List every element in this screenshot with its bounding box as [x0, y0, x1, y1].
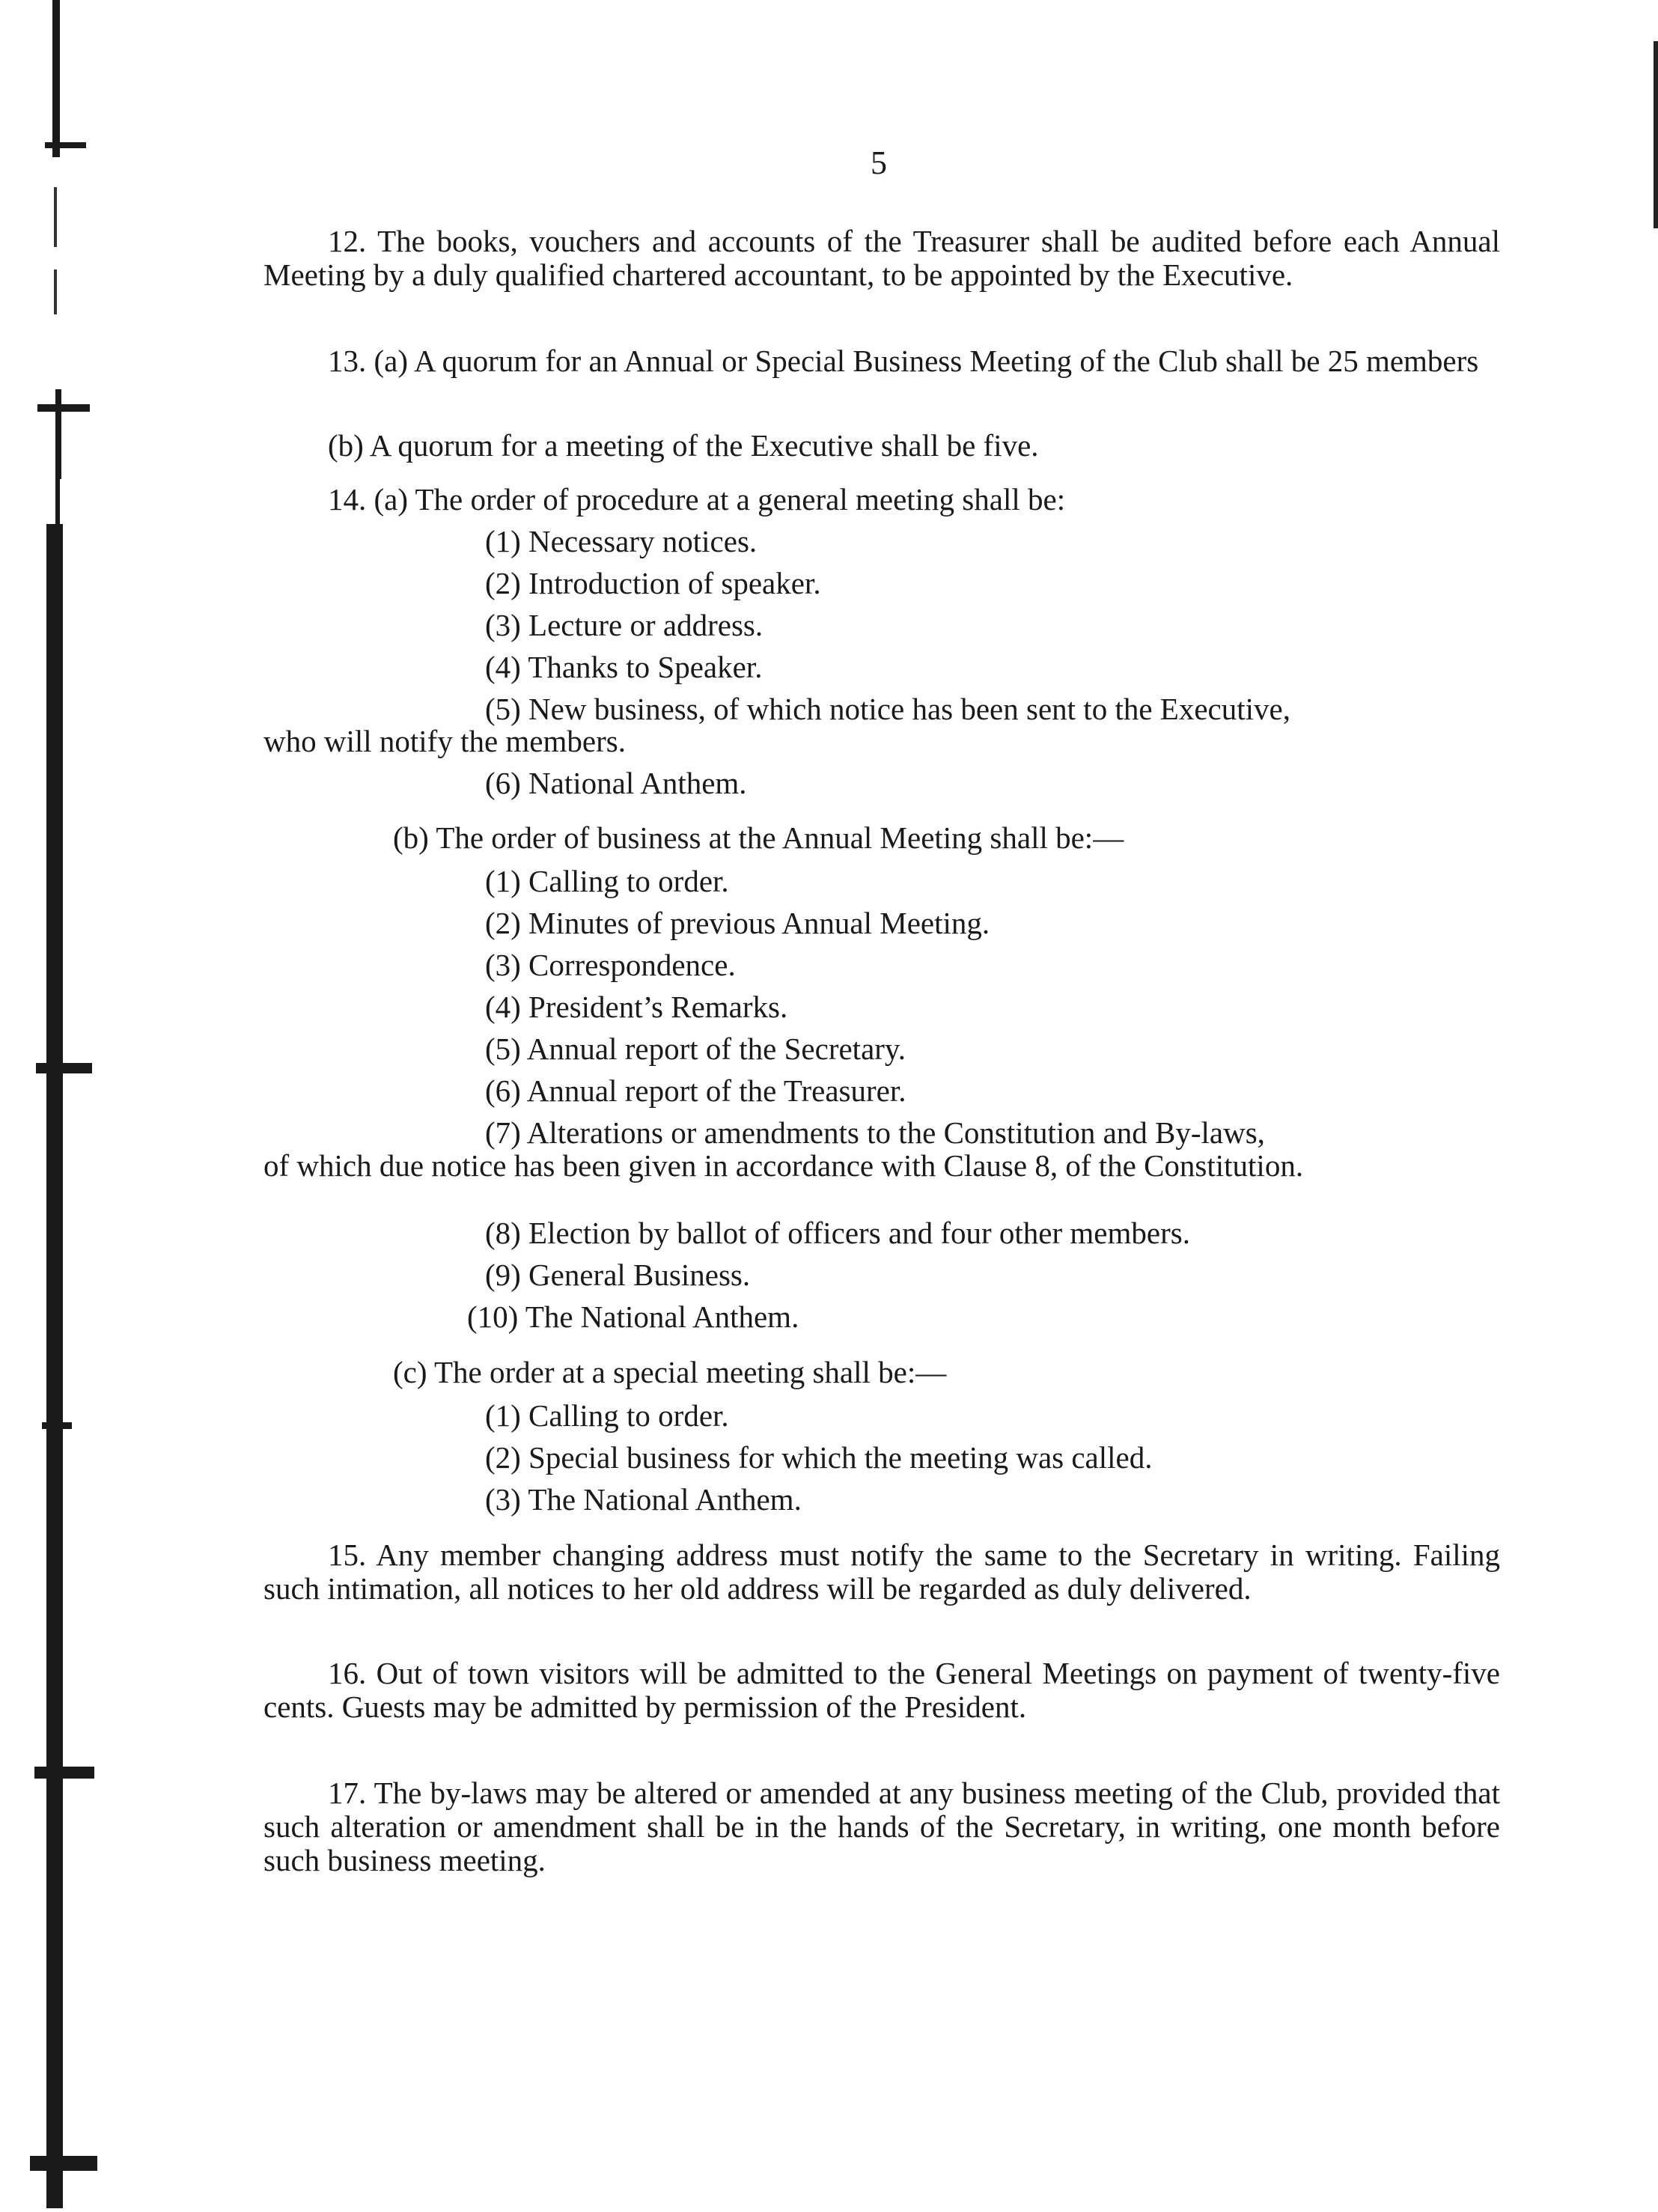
clause-14b-item7-continuation: of which due notice has been given in accordance with Clause 8, of the Constitution. [263, 1148, 1304, 1183]
clause-14a-item: (2) Introduction of speaker. [485, 566, 821, 600]
clause-15 [263, 1538, 1500, 1606]
clause-14b-item: (4) President’s Remarks. [485, 990, 788, 1024]
clause-12-text: 12. The books, vouchers and accounts of the Treasurer shall be audited before each Annual Meeting by a duly qualified chartered accountant, to be appointed by the Executive. [263, 224, 1500, 293]
clause-14c-item: (2) Special business for which the meeting was called. [485, 1440, 1153, 1475]
clause-14a-item5-continuation: who will notify the members. [263, 724, 626, 758]
clause-14b-item: (5) Annual report of the Secretary. [485, 1032, 906, 1066]
clause-15-text: 15. Any member changing address must notify the same to the Secretary in writing. Failing such intimation, all notices to her old address will be regarded as duly delivered. [263, 1538, 1500, 1606]
clause-17 [263, 1776, 1500, 1877]
page-right-edge [1654, 41, 1658, 228]
clause-12 [263, 225, 1500, 292]
clause-14b-item: (8) Election by ballot of officers and four other members. [485, 1216, 1190, 1250]
clause-14b-item: (2) Minutes of previous Annual Meeting. [485, 906, 990, 940]
clause-13b: (b) A quorum for a meeting of the Executive shall be five. [328, 428, 1039, 463]
clause-14b-item: (10) The National Anthem. [467, 1300, 799, 1334]
clause-14a-item: (5) New business, of which notice has been sent to the Executive, [485, 692, 1290, 726]
clause-16-text: 16. Out of town visitors will be admitted to the General Meetings on payment of twenty-five cents. Guests may be admitted by permission of the President. [263, 1656, 1500, 1725]
clause-14b-item: (9) General Business. [485, 1258, 751, 1292]
page-binding-edge [0, 0, 97, 2212]
clause-13a [263, 344, 1500, 378]
clause-14a-heading: 14. (a) The order of procedure at a general meeting shall be: [328, 482, 1066, 517]
clause-14b-heading: (b) The order of business at the Annual Meeting shall be:— [393, 820, 1124, 855]
clause-14c-item: (3) The National Anthem. [485, 1482, 802, 1517]
clause-14b-item: (7) Alterations or amendments to the Constitution and By-laws, [485, 1115, 1265, 1150]
clause-16 [263, 1657, 1500, 1724]
clause-14c-heading: (c) The order at a special meeting shall be:— [393, 1355, 947, 1389]
clause-14a-item: (6) National Anthem. [485, 766, 747, 800]
clause-13a-text: 13. (a) A quorum for an Annual or Special Business Meeting of the Club shall be 25 members [328, 344, 1479, 378]
clause-14b-item: (6) Annual report of the Treasurer. [485, 1073, 906, 1108]
clause-14a-item: (4) Thanks to Speaker. [485, 650, 763, 684]
clause-14b-item: (3) Correspondence. [485, 948, 736, 982]
clause-14a-item: (1) Necessary notices. [485, 524, 758, 558]
clause-14b-item: (1) Calling to order. [485, 864, 729, 898]
clause-14a-item: (3) Lecture or address. [485, 608, 764, 642]
page-number: 5 [871, 144, 887, 181]
clause-14c-item: (1) Calling to order. [485, 1398, 729, 1433]
clause-17-text: 17. The by-laws may be altered or amended at any business meeting of the Club, provided that such alteration or amendment shall be in the hands of the Secretary, in writing, one month before such business meeting. [263, 1776, 1500, 1878]
